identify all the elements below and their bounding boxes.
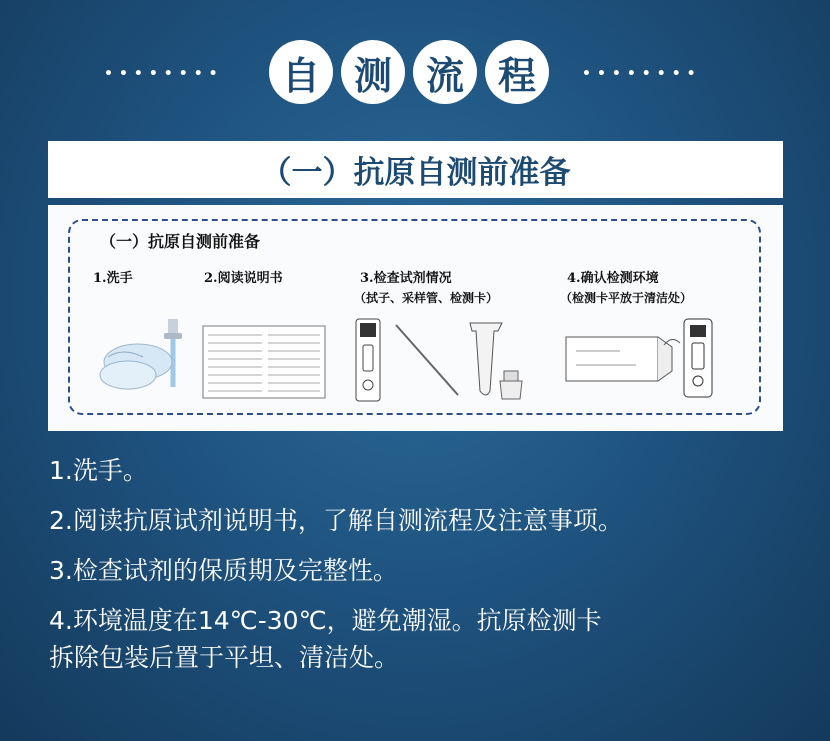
test-environment-icon [560,313,740,399]
title-char-4: 程 [485,40,549,104]
title-char-3: 流 [413,40,477,104]
instruction-sheet-icon [202,325,326,399]
instruction-item-4-line-2: 拆除包装后置于平坦、清洁处。 [49,643,400,672]
title-dots-left: •••••••• [104,66,224,82]
instruction-item-2: 2.阅读抗原试剂说明书，了解自测流程及注意事项。 [49,506,623,535]
step-label-3: 3.检查试剂情况 [360,271,452,286]
step-sub-4: （检测卡平放于清洁处） [560,291,693,305]
title-char-2: 测 [341,40,405,104]
step-label-1: 1.洗手 [93,271,133,286]
instruction-item-3: 3.检查试剂的保质期及完整性。 [49,556,398,585]
title-row [0,40,830,106]
hand-washing-icon [88,317,188,407]
step-label-2: 2.阅读说明书 [204,271,283,286]
step-label-4: 4.确认检测环境 [567,271,659,286]
section-banner-text: （一）抗原自测前准备 [260,155,571,191]
instruction-item-4-line-1: 4.环境温度在14℃-30℃，避免潮湿。抗原检测卡 [49,606,602,635]
step-sub-3: （拭子、采样管、检测卡） [354,291,499,305]
instruction-item-1: 1.洗手。 [49,456,148,485]
section-banner [48,141,783,198]
illustration-subtitle: （一）抗原自测前准备 [100,232,261,251]
test-kit-icon [354,317,554,405]
instruction-list [49,452,809,676]
illustration-panel [48,205,783,431]
title-char-1: 自 [269,40,333,104]
title-dots-right: •••••••• [582,66,702,82]
